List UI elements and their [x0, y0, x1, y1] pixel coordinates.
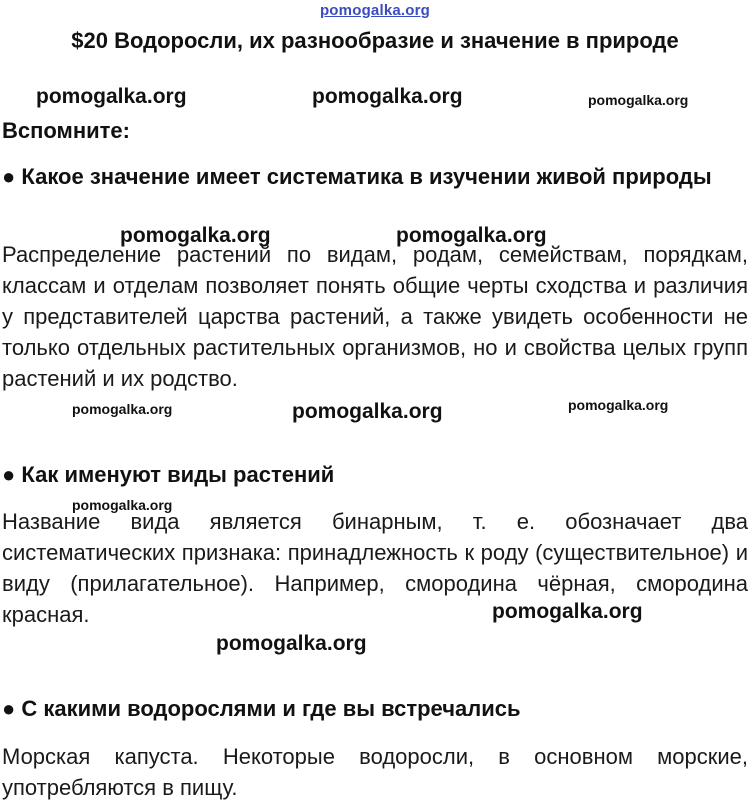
watermark: pomogalka.org — [216, 632, 367, 655]
watermark: pomogalka.org — [120, 224, 271, 247]
watermark: pomogalka.org — [292, 400, 443, 423]
recall-label: Вспомните: — [2, 118, 130, 143]
question-1: ● Какое значение имеет систематика в изучении живой природы — [2, 164, 712, 189]
question-3: ● С какими водорослями и где вы встречались — [2, 696, 521, 721]
watermark: pomogalka.org — [312, 85, 463, 108]
watermark: pomogalka.org — [568, 397, 669, 413]
watermark: pomogalka.org — [36, 85, 187, 108]
answer-2: Название вида является бинарным, т. е. обозначает два систематических признака: принадлежность к роду (существительное) и виду (прилагательное). Например, смородина чёрная, смородина красная. — [2, 509, 748, 627]
site-header-link[interactable]: pomogalka.org — [319, 2, 431, 19]
answer-3: Морская капуста. Некоторые водоросли, в основном морские, употребляются в пищу. — [2, 744, 748, 800]
watermark: pomogalka.org — [72, 401, 173, 417]
watermark: pomogalka.org — [492, 600, 643, 623]
question-2: ● Как именуют виды растений — [2, 462, 335, 487]
answer-1: Распределение растений по видам, родам, семействам, порядкам, классам и отделам позволяет понять общие черты сходства и различия у представителей царства растений, а также увидеть особенности не только отдельных растительных организмов, но и свойства целых групп растений и их родство. — [2, 242, 748, 391]
watermark: pomogalka.org — [396, 224, 547, 247]
watermark: pomogalka.org — [72, 497, 173, 513]
watermark: pomogalka.org — [588, 92, 689, 108]
page-title: $20 Водоросли, их разнообразие и значение в природе — [71, 28, 679, 53]
